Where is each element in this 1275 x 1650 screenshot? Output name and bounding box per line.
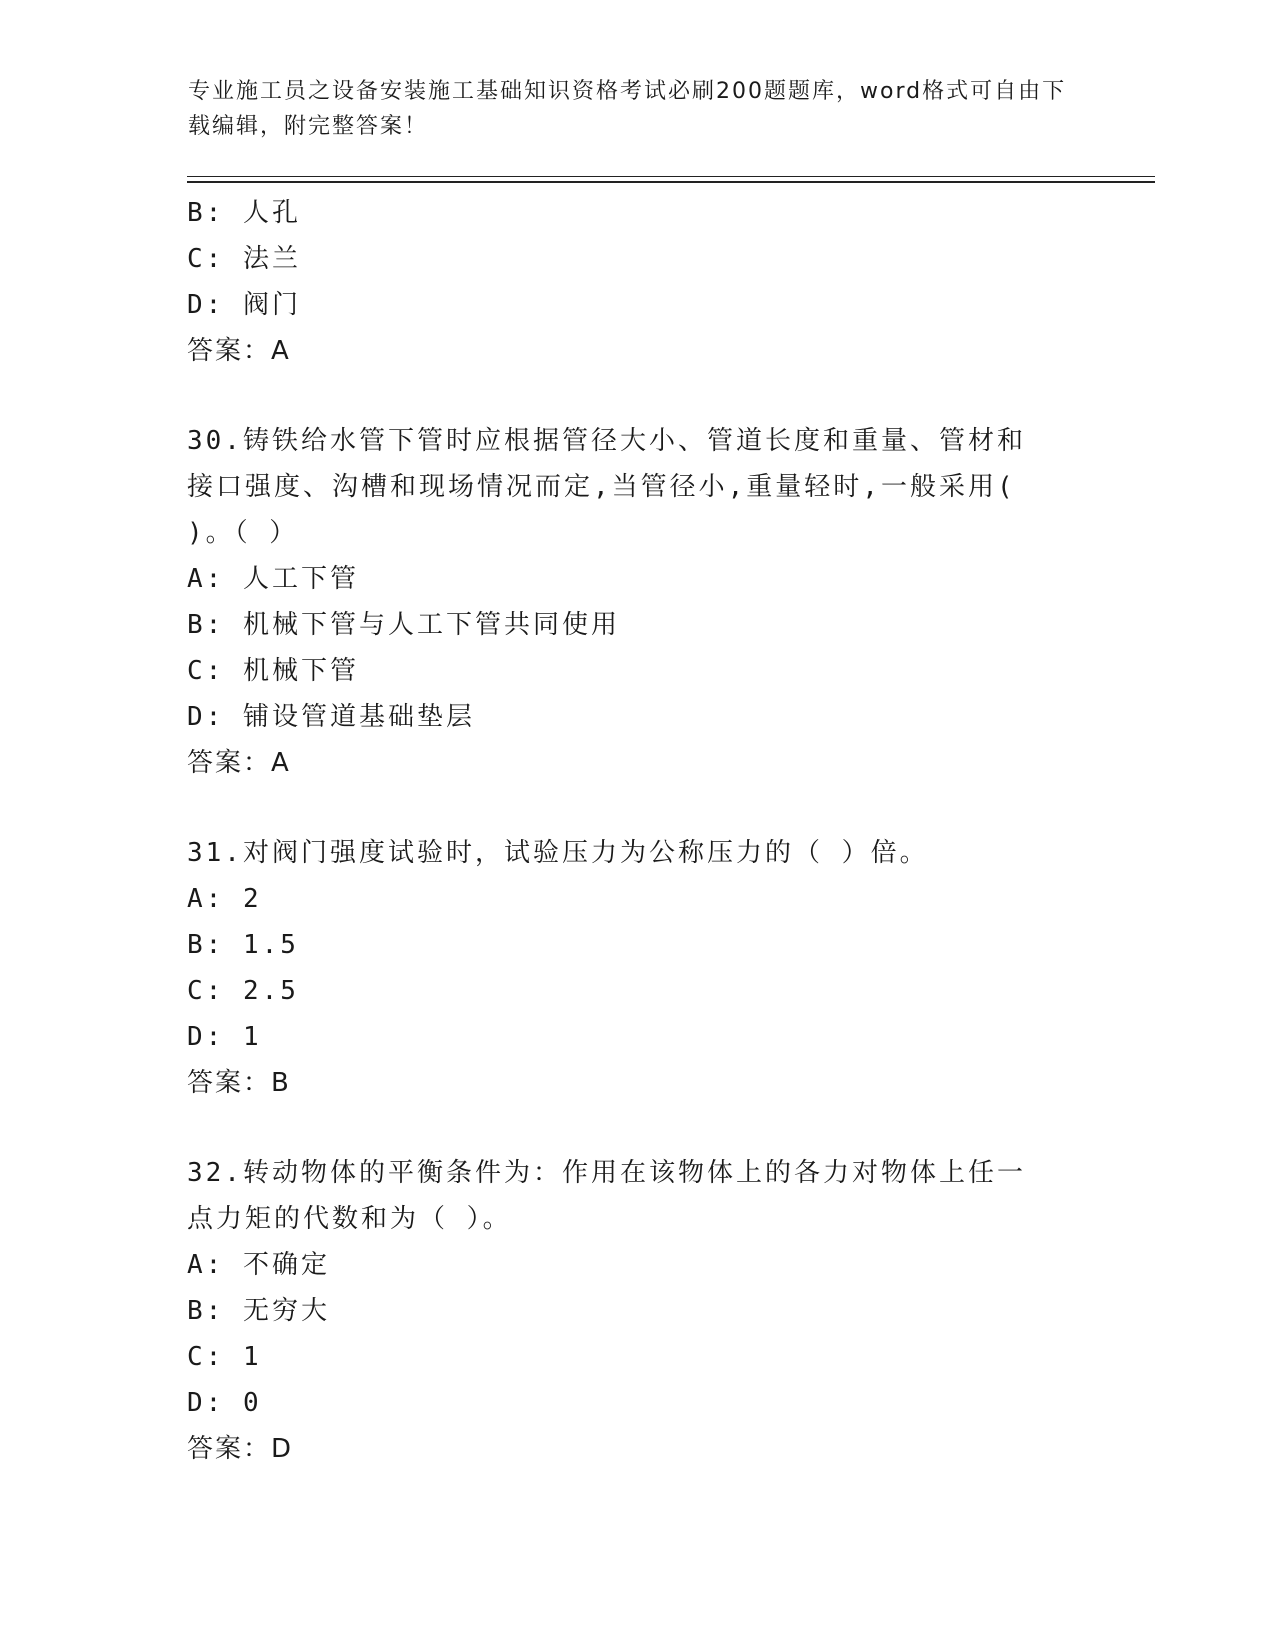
option-d: D: 0	[187, 1388, 262, 1418]
option-a: A: 人工下管	[187, 564, 359, 594]
question-stem: 31.对阀门强度试验时，试验压力为公称压力的（ ）倍。	[187, 838, 929, 868]
option-a: A: 不确定	[187, 1250, 330, 1280]
option-c: C: 2.5	[187, 976, 299, 1006]
header-rule-thick	[187, 181, 1155, 183]
question-stem: 32.转动物体的平衡条件为：作用在该物体上的各力对物体上任一点力矩的代数和为（ ）。	[187, 1158, 1026, 1234]
question-block-31	[187, 830, 1077, 1106]
option-a: A: 2	[187, 884, 262, 914]
option-b: B: 无穷大	[187, 1296, 330, 1326]
option-b: B: 机械下管与人工下管共同使用	[187, 610, 620, 640]
option-d: D: 铺设管道基础垫层	[187, 702, 475, 732]
header-rule-thin	[187, 176, 1155, 177]
answer-line: 答案：A	[187, 336, 291, 366]
question-stem: 30.铸铁给水管下管时应根据管径大小、管道长度和重量、管材和接口强度、沟槽和现场情况而定,当管径小,重量轻时,一般采用( )。（ ）	[187, 426, 1026, 548]
option-b: B: 1.5	[187, 930, 299, 960]
option-b: B: 人孔	[187, 198, 301, 228]
option-d: D: 阀门	[187, 290, 301, 320]
answer-line: 答案：A	[187, 748, 291, 778]
answer-line: 答案：B	[187, 1068, 291, 1098]
question-list	[187, 190, 1077, 1472]
question-block-32	[187, 1150, 1077, 1472]
question-block-partial	[187, 190, 1077, 374]
option-d: D: 1	[187, 1022, 262, 1052]
option-c: C: 法兰	[187, 244, 301, 274]
question-block-30	[187, 418, 1077, 786]
option-c: C: 机械下管	[187, 656, 359, 686]
answer-line: 答案：D	[187, 1434, 294, 1464]
document-header: 专业施工员之设备安装施工基础知识资格考试必刷200题题库，word格式可自由下载编辑，附完整答案！	[188, 79, 1067, 139]
option-c: C: 1	[187, 1342, 262, 1372]
